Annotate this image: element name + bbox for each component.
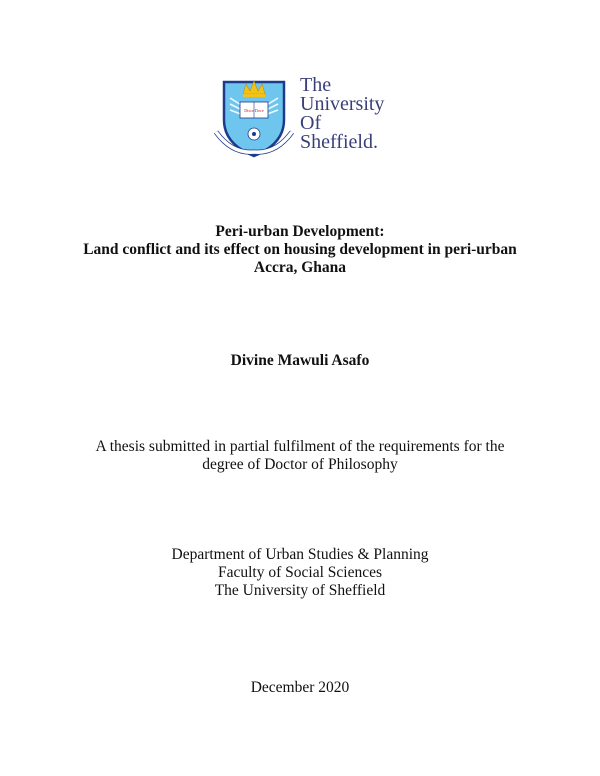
- author-name: Divine Mawuli Asafo: [230, 352, 370, 369]
- university-wordmark: [300, 76, 384, 152]
- wordmark-line: Sheffield.: [300, 131, 378, 153]
- svg-text:Disce Doce: Disce Doce: [244, 108, 264, 113]
- statement-line: degree of Doctor of Philosophy: [202, 456, 398, 473]
- wordmark-line: University: [300, 93, 385, 115]
- wordmark-line: Of: [300, 112, 322, 134]
- title-line: Land conflict and its effect on housing development in peri-urban: [83, 241, 517, 258]
- university-logo: [212, 72, 392, 162]
- title-line: Peri-urban Development:: [215, 223, 385, 240]
- faculty: Faculty of Social Sciences: [218, 564, 382, 581]
- thesis-title: [0, 223, 600, 277]
- wordmark-line: The: [300, 74, 332, 96]
- institution: The University of Sheffield: [214, 582, 386, 599]
- university-crest-icon: [212, 72, 296, 158]
- statement-line: A thesis submitted in partial fulfilment of the requirements for the: [95, 438, 505, 455]
- title-line: Accra, Ghana: [253, 259, 347, 276]
- affiliation: [0, 546, 600, 600]
- degree-statement: [0, 438, 600, 474]
- submission-date: December 2020: [250, 679, 350, 696]
- department: Department of Urban Studies & Planning: [171, 546, 429, 563]
